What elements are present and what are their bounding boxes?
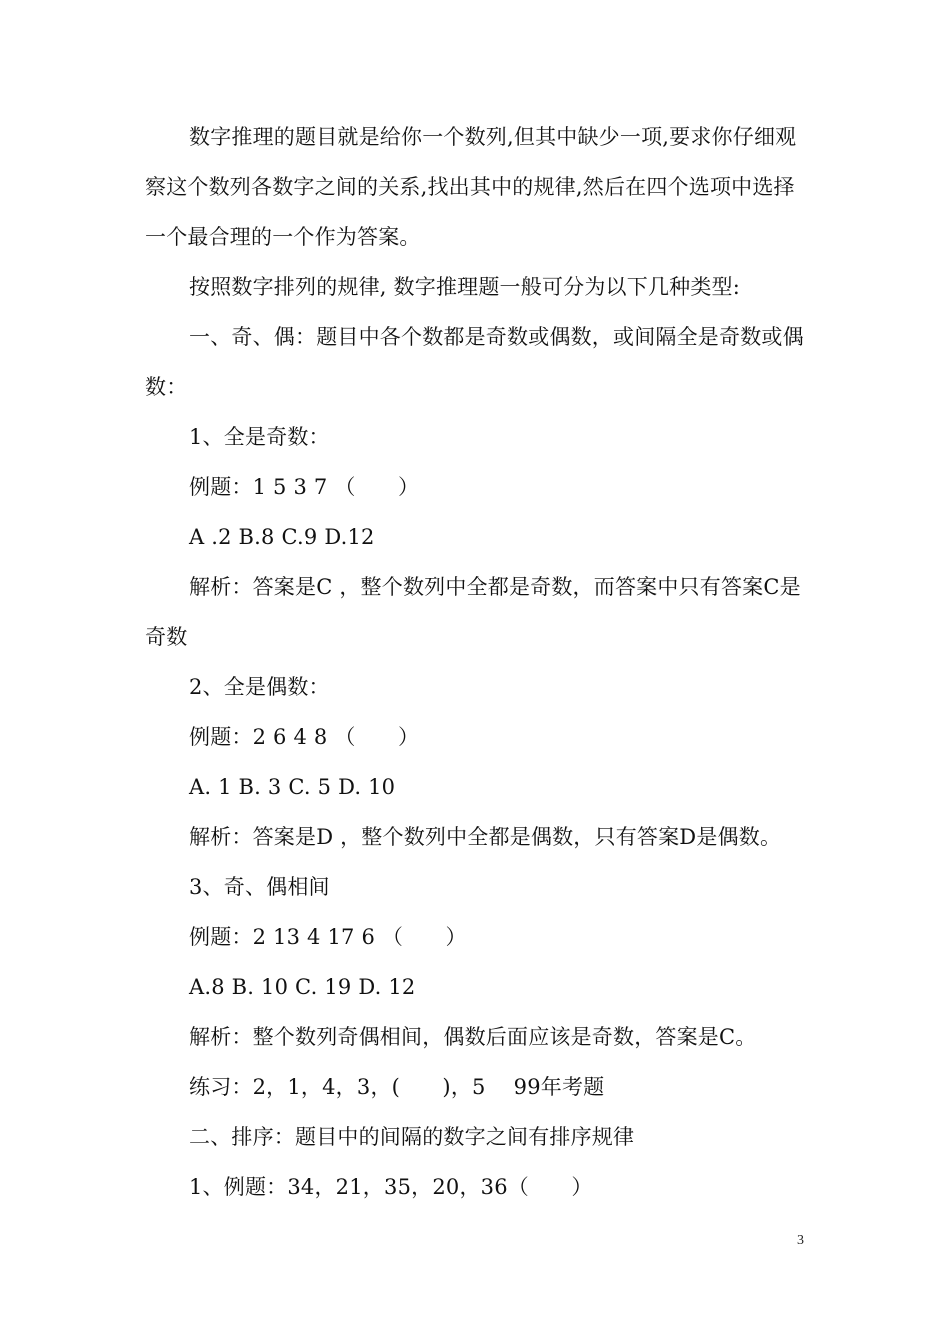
page-number: 3 [797,1233,804,1248]
section-2-title: 二、排序：题目中的间隔的数字之间有排序规律 [189,1125,635,1149]
subsection-3-analysis: 解析：整个数列奇偶相间，偶数后面应该是奇数，答案是C。 [189,1025,757,1049]
types-intro: 按照数字排列的规律, 数字推理题一般可分为以下几种类型: [189,275,741,299]
practice-line: 练习：2，1，4，3，( )，5 99年考题 [189,1075,605,1099]
subsection-1-title: 1、全是奇数： [189,425,330,449]
section-1-title: 一、奇、偶：题目中各个数都是奇数或偶数，或间隔全是奇数或偶数： [145,325,804,399]
subsection-1-example: 例题：1 5 3 7 （ ） [189,475,420,499]
subsection-2-options: A. 1 B. 3 C. 5 D. 10 [189,775,396,799]
subsection-1-analysis: 解析：答案是C ，整个数列中全都是奇数，而答案中只有答案C是奇数 [145,575,801,649]
subsection-2-example: 例题：2 6 4 8 （ ） [189,725,420,749]
subsection-3-options: A.8 B. 10 C. 19 D. 12 [189,975,416,999]
subsection-2-title: 2、全是偶数： [189,675,330,699]
subsection-2-analysis: 解析：答案是D ，整个数列中全都是偶数，只有答案D是偶数。 [189,825,782,849]
subsection-3-title: 3、奇、偶相间 [189,875,330,899]
document-body [145,112,810,1212]
subsection-3-example: 例题：2 13 4 17 6 （ ） [189,925,467,949]
intro-paragraph: 数字推理的题目就是给你一个数列,但其中缺少一项,要求你仔细观察这个数列各数字之间的关系,找出其中的规律,然后在四个选项中选择一个最合理的一个作为答案。 [145,125,797,249]
section-2-example: 1、例题：34，21，35，20，36（ ） [189,1175,593,1199]
subsection-1-options: A .2 B.8 C.9 D.12 [189,525,375,549]
